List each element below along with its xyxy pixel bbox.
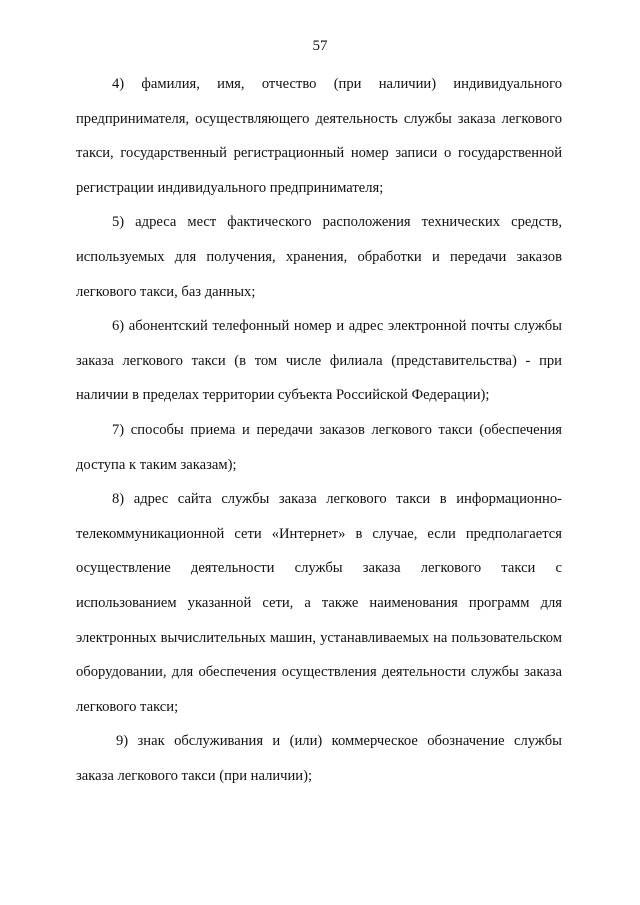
list-item-8: 8) адрес сайта службы заказа легкового такси в информационно-телекоммуникационной сети «Интернет» в случае, если предполагается осуществление деятельности службы заказа легкового такси с использованием указанной сети, а также наименования программ для электронных вычислительных машин, устанавливаемых на пользовательском оборудовании, для обеспечения осуществления деятельности службы заказа легкового такси; (76, 491, 562, 715)
list-item-9: 9) знак обслуживания и (или) коммерческое обозначение службы заказа легкового такси (при наличии); (76, 733, 562, 784)
list-item-7: 7) способы приема и передачи заказов легкового такси (обеспечения доступа к таким заказам); (76, 421, 562, 473)
list-item-4: 4) фамилия, имя, отчество (при наличии) индивидуального предпринимателя, осуществляющего деятельность службы заказа легкового такси, государственный регистрационный номер записи о государственной регистрации индивидуального предпринимателя; (76, 76, 562, 196)
list-item-5: 5) адреса мест фактического расположения технических средств, используемых для получения, хранения, обработки и передачи заказов легкового такси, баз данных; (76, 214, 562, 300)
page-number: 57 (312, 38, 328, 54)
document-body (76, 67, 562, 793)
list-item-6: 6) абонентский телефонный номер и адрес электронной почты службы заказа легкового такси (в том числе филиала (представительства) - при наличии в пределах территории субъекта Российской Федерации); (76, 318, 562, 404)
